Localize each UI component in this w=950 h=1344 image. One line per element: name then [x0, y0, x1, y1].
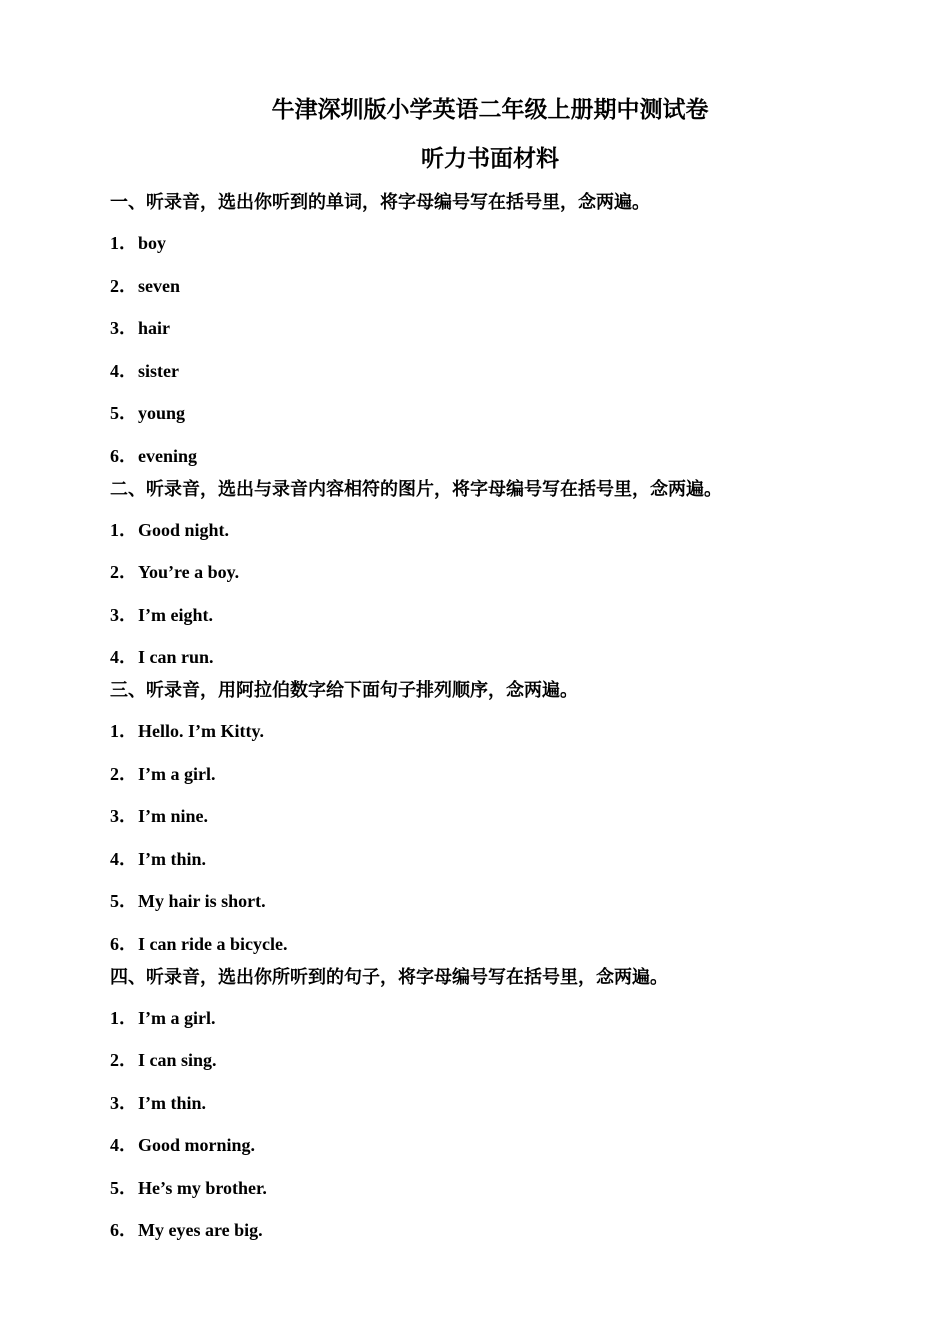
item-number: 4． — [110, 360, 137, 381]
list-item — [110, 1048, 910, 1072]
document-subtitle: 听力书面材料 — [421, 146, 559, 171]
item-text: I’m nine. — [138, 806, 209, 826]
section-3 — [110, 678, 910, 956]
section-item-list — [110, 231, 910, 468]
item-number: 5． — [110, 403, 137, 423]
list-item — [110, 1133, 910, 1157]
list-item — [110, 932, 910, 956]
item-number: 4． — [110, 1135, 137, 1155]
item-text: I’m a girl. — [138, 763, 216, 784]
list-item — [110, 804, 910, 828]
item-number: 3． — [110, 604, 137, 625]
item-number: 1． — [110, 1007, 137, 1028]
item-number: 6． — [110, 1220, 137, 1240]
section-item-list — [110, 1006, 910, 1243]
item-number: 2． — [110, 1050, 137, 1070]
item-text: I’m eight. — [138, 604, 213, 625]
section-item-list — [110, 719, 910, 956]
list-item — [110, 444, 910, 468]
list-item — [110, 316, 910, 340]
list-item — [110, 719, 910, 743]
list-item — [110, 889, 910, 913]
item-number: 3． — [110, 318, 137, 338]
item-text: seven — [138, 275, 180, 296]
item-number: 2． — [110, 763, 137, 784]
item-text: I can sing. — [138, 1050, 217, 1070]
item-text: I can run. — [138, 647, 214, 667]
item-number: 1． — [110, 519, 137, 540]
section-2 — [110, 477, 910, 670]
item-text: I’m thin. — [138, 1092, 207, 1113]
item-text: I can ride a bicycle. — [138, 933, 288, 954]
section-heading: 四、听录音，选出你所听到的句子，将字母编号写在括号里，念两遍。 — [110, 966, 668, 987]
item-text: You’re a boy. — [138, 562, 240, 582]
item-text: My eyes are big. — [138, 1220, 263, 1240]
item-text: I’m a girl. — [138, 1007, 216, 1028]
section-item-list — [110, 518, 910, 670]
document-content — [110, 190, 910, 1251]
list-item — [110, 1091, 910, 1115]
section-heading: 二、听录音，选出与录音内容相符的图片，将字母编号写在括号里，念两遍。 — [110, 478, 722, 499]
list-item — [110, 1006, 910, 1030]
section-4 — [110, 965, 910, 1243]
item-text: Hello. I’m Kitty. — [138, 721, 264, 741]
item-number: 6． — [110, 445, 137, 466]
list-item — [110, 359, 910, 383]
item-number: 4． — [110, 848, 137, 869]
section-heading: 一、听录音，选出你听到的单词，将字母编号写在括号里，念两遍。 — [110, 192, 650, 212]
item-number: 5． — [110, 1177, 137, 1198]
list-item — [110, 231, 910, 255]
list-item — [110, 401, 910, 425]
item-text: My hair is short. — [138, 891, 266, 911]
list-item — [110, 645, 910, 669]
item-number: 1． — [110, 233, 137, 253]
item-text: evening — [138, 445, 198, 466]
item-number: 1． — [110, 721, 137, 741]
list-item — [110, 762, 910, 786]
list-item — [110, 274, 910, 298]
section-1 — [110, 190, 910, 468]
list-item — [110, 1176, 910, 1200]
item-text: Good morning. — [138, 1135, 256, 1155]
item-number: 5． — [110, 891, 137, 911]
list-item — [110, 603, 910, 627]
section-heading: 三、听录音，用阿拉伯数字给下面句子排列顺序，念两遍。 — [110, 680, 578, 700]
item-text: I’m thin. — [138, 848, 207, 869]
item-number: 2． — [110, 275, 137, 296]
list-item — [110, 1218, 910, 1242]
item-text: He’s my brother. — [138, 1177, 267, 1198]
list-item — [110, 560, 910, 584]
item-number: 4． — [110, 647, 137, 667]
list-item — [110, 518, 910, 542]
item-text: boy — [138, 233, 167, 253]
item-number: 2． — [110, 562, 137, 582]
document-title: 牛津深圳版小学英语二年级上册期中测试卷 — [271, 97, 709, 122]
item-text: sister — [138, 360, 179, 381]
item-number: 6． — [110, 933, 137, 954]
item-number: 3． — [110, 1092, 137, 1113]
item-text: hair — [138, 318, 171, 338]
item-number: 3． — [110, 806, 137, 826]
item-text: young — [138, 403, 186, 423]
list-item — [110, 847, 910, 871]
item-text: Good night. — [138, 519, 230, 540]
